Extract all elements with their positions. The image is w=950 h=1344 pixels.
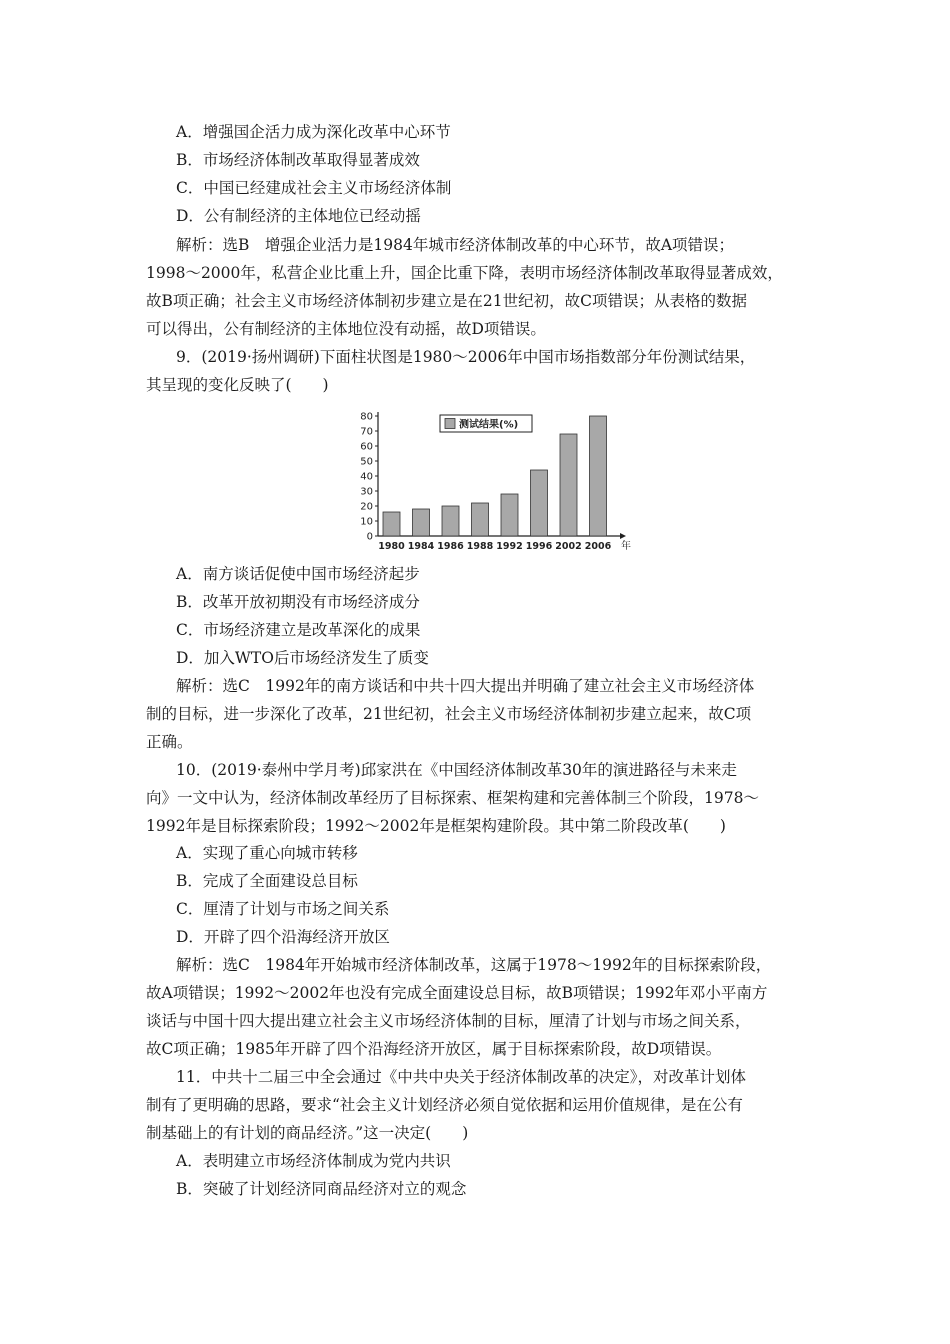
q10-option-d: D．开辟了四个沿海经济开放区: [176, 928, 390, 946]
q9-option-a: A．南方谈话促使中国市场经济起步: [176, 565, 420, 583]
y-tick-label: 10: [360, 516, 373, 528]
q10-analysis-line: 谈话与中国十四大提出建立社会主义市场经济体制的目标，厘清了计划与市场之间关系，: [146, 1012, 751, 1030]
q9-analysis-line: 解析：选C 1992年的南方谈话和中共十四大提出并明确了建立社会主义市场经济体: [176, 677, 755, 695]
x-axis-arrow: [620, 533, 626, 539]
q11-option-a: A．表明建立市场经济体制成为党内共识: [176, 1152, 451, 1170]
bar: [383, 512, 400, 536]
q10-analysis-line: 故A项错误；1992～2002年也没有完成全面建设总目标，故B项错误；1992年邓小平南方: [146, 984, 768, 1002]
q10-stem-line: 向》一文中认为，经济体制改革经历了目标探索、框架构建和完善体制三个阶段，1978～: [146, 789, 759, 807]
legend-label: 测试结果(%): [459, 419, 519, 431]
q9-option-b: B．改革开放初期没有市场经济成分: [176, 593, 420, 611]
q10-option-c: C．厘清了计划与市场之间关系: [176, 900, 390, 918]
q9-analysis-line: 正确。: [146, 733, 193, 751]
q8-option-a: A．增强国企活力成为深化改革中心环节: [176, 123, 451, 141]
bar: [472, 503, 489, 536]
q8-option-b: B．市场经济体制改革取得显著成效: [176, 151, 420, 169]
q9-option-c: C．市场经济建立是改革深化的成果: [176, 621, 421, 639]
q10-option-b: B．完成了全面建设总目标: [176, 872, 358, 890]
q10-stem-line: 1992年是目标探索阶段；1992～2002年是框架构建阶段。其中第二阶段改革( ): [146, 817, 726, 835]
q9-option-d: D．加入WTO后市场经济发生了质变: [176, 649, 429, 667]
q8-analysis-line: 可以得出，公有制经济的主体地位没有动摇，故D项错误。: [146, 320, 546, 338]
x-tick-label: 2006: [584, 541, 612, 552]
bar: [560, 434, 577, 536]
q9-stem-line: 9．(2019·扬州调研)下面柱状图是1980～2006年中国市场指数部分年份测试结果，: [176, 348, 756, 366]
q8-analysis-line: 1998～2000年，私营企业比重上升，国企比重下降，表明市场经济体制改革取得显著成效，: [146, 264, 783, 282]
q8-analysis-line: 解析：选B 增强企业活力是1984年城市经济体制改革的中心环节，故A项错误；: [176, 236, 735, 254]
y-tick-label: 60: [360, 441, 373, 453]
q9-analysis-line: 制的目标，进一步深化了改革，21世纪初，社会主义市场经济体制初步建立起来，故C项: [146, 705, 752, 723]
bar: [413, 509, 430, 536]
bar: [442, 506, 459, 536]
y-tick-label: 80: [360, 411, 373, 423]
bar: [531, 470, 548, 536]
q10-stem-line: 10．(2019·泰州中学月考)邱家洪在《中国经济体制改革30年的演进路径与未来走: [176, 761, 737, 779]
q10-analysis-line: 解析：选C 1984年开始城市经济体制改革，这属于1978～1992年的目标探索阶段，: [176, 956, 772, 974]
y-tick-label: 30: [360, 486, 373, 498]
y-tick-label: 0: [366, 531, 373, 543]
bar: [501, 494, 518, 536]
bar: [590, 416, 607, 536]
x-axis-label: 年: [621, 541, 631, 552]
q11-option-b: B．突破了计划经济同商品经济对立的观念: [176, 1180, 467, 1198]
x-tick-label: 1996: [525, 541, 553, 552]
q11-stem-line: 制有了更明确的思路，要求“社会主义计划经济必须自觉依据和运用价值规律，是在公有: [146, 1096, 743, 1114]
legend-swatch: [445, 419, 455, 429]
q10-option-a: A．实现了重心向城市转移: [176, 844, 358, 862]
y-tick-label: 40: [360, 471, 373, 483]
q11-stem-line: 制基础上的有计划的商品经济。”这一决定( ): [146, 1124, 469, 1142]
y-tick-label: 50: [360, 456, 373, 468]
y-tick-label: 70: [360, 426, 373, 438]
q11-stem-line: 11．中共十二届三中全会通过《中共中央关于经济体制改革的决定》，对改革计划体: [176, 1068, 746, 1086]
q10-analysis-line: 故C项正确；1985年开辟了四个沿海经济开放区，属于目标探索阶段，故D项错误。: [146, 1040, 722, 1058]
q8-option-c: C．中国已经建成社会主义市场经济体制: [176, 179, 452, 197]
q8-analysis-line: 故B项正确；社会主义市场经济体制初步建立是在21世纪初，故C项错误；从表格的数据: [146, 292, 747, 310]
x-tick-label: 1988: [466, 541, 494, 552]
x-tick-label: 2002: [555, 541, 582, 552]
q8-option-d: D．公有制经济的主体地位已经动摇: [176, 207, 421, 225]
market-index-bar-chart: [355, 407, 635, 557]
q9-stem-line: 其呈现的变化反映了( ): [146, 376, 329, 394]
x-tick-label: 1992: [496, 541, 523, 552]
chart-plot: [360, 412, 631, 553]
y-tick-label: 20: [360, 501, 373, 513]
x-tick-label: 1980: [378, 541, 405, 552]
x-tick-label: 1984: [407, 541, 435, 552]
x-tick-label: 1986: [437, 541, 464, 552]
